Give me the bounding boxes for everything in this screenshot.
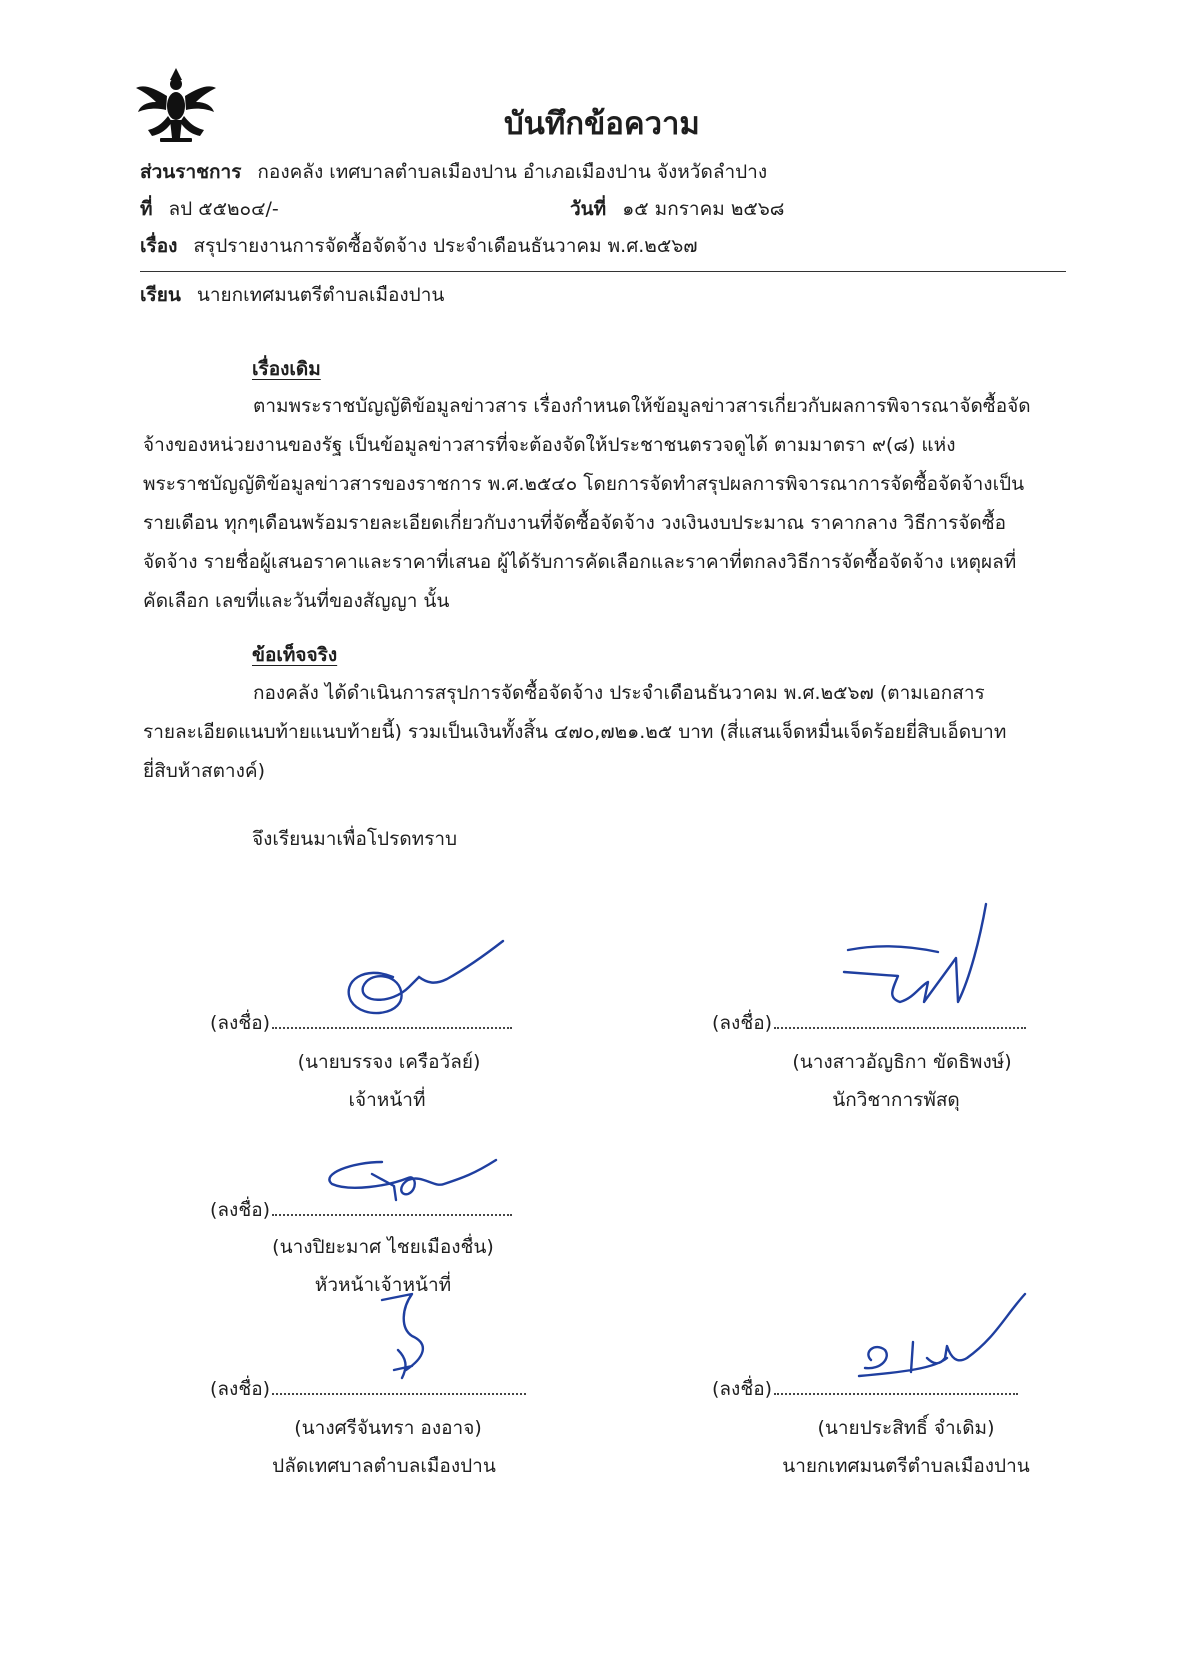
agency-row — [140, 157, 767, 187]
subject-label: เรื่อง — [140, 235, 178, 257]
signature-line — [712, 1008, 1026, 1038]
background-paragraph — [143, 387, 1063, 621]
signer-name: (นางศรีจันทรา องอาจ) — [294, 1417, 482, 1439]
date-value: ๑๕ มกราคม ๒๕๖๘ — [622, 198, 785, 220]
handwritten-signature — [855, 1288, 1030, 1383]
sign-label: (ลงชื่อ) — [210, 1199, 271, 1221]
handwritten-signature — [838, 898, 998, 1023]
agency-label: ส่วนราชการ — [140, 161, 242, 183]
signature-line — [210, 1008, 512, 1038]
header-divider — [140, 271, 1066, 272]
signature-line — [712, 1374, 1018, 1404]
signature-line — [210, 1374, 526, 1404]
paragraph-line: จ้างของหน่วยงานของรัฐ เป็นข้อมูลข่าวสารที่จะต้องจัดให้ประชาชนตรวจดูได้ ตามมาตรา ๙(๘) แห่ง — [143, 434, 956, 456]
signature-line — [210, 1195, 512, 1225]
paragraph-line: ตามพระราชบัญญัติข้อมูลข่าวสาร เรื่องกำหนดให้ข้อมูลข่าวสารเกี่ยวกับผลการพิจารณาจัดซื้อจัด — [253, 395, 1031, 417]
addressee-label: เรียน — [140, 284, 181, 306]
addressee-value: นายกเทศมนตรีตำบลเมืองปาน — [196, 284, 445, 306]
reference-number: ลป ๕๕๒๐๔/- — [168, 198, 279, 220]
sign-label: (ลงชื่อ) — [210, 1012, 271, 1034]
addressee-row — [140, 280, 444, 310]
memo-title: บันทึกข้อความ — [504, 106, 700, 142]
dotted-line — [272, 1213, 512, 1216]
date-label: วันที่ — [570, 198, 607, 220]
closing-line: จึงเรียนมาเพื่อโปรดทราบ — [252, 828, 458, 850]
sign-label: (ลงชื่อ) — [712, 1378, 773, 1400]
paragraph-line: พระราชบัญญัติข้อมูลข่าวสารของราชการ พ.ศ.๒๕๔๐ โดยการจัดทำสรุปผลการพิจารณาการจัดซื้อจัดจ้างเป็น — [143, 473, 1025, 495]
paragraph-line: กองคลัง ได้ดำเนินการสรุปการจัดซื้อจัดจ้าง ประจำเดือนธันวาคม พ.ศ.๒๕๖๗ (ตามเอกสาร — [253, 682, 985, 704]
facts-heading: ข้อเท็จจริง — [252, 644, 338, 666]
signer-position: ปลัดเทศบาลตำบลเมืองปาน — [272, 1455, 496, 1477]
dotted-line — [272, 1026, 512, 1029]
agency-value: กองคลัง เทศบาลตำบลเมืองปาน อำเภอเมืองปาน จังหวัดลำปาง — [257, 161, 768, 183]
signer-name: (นายบรรจง เครือวัลย์) — [297, 1051, 481, 1073]
paragraph-line: จัดจ้าง รายชื่อผู้เสนอราคาและราคาที่เสนอ ผู้ได้รับการคัดเลือกและราคาที่ตกลงวิธีการจัดซื้อจัดจ้าง เหตุผลที่ — [143, 551, 1017, 573]
dotted-line — [774, 1392, 1018, 1395]
signer-name: (นายประสิทธิ์ จำเดิม) — [817, 1417, 995, 1439]
signer-position: หัวหน้าเจ้าหน้าที่ — [314, 1274, 452, 1296]
signer-position: เจ้าหน้าที่ — [348, 1089, 426, 1111]
reference-row — [140, 194, 279, 224]
paragraph-line: ยี่สิบห้าสตางค์) — [143, 760, 265, 782]
signer-position: นักวิชาการพัสดุ — [832, 1089, 960, 1111]
background-heading: เรื่องเดิม — [252, 358, 321, 380]
handwritten-signature — [372, 1288, 442, 1388]
facts-paragraph — [143, 674, 1063, 791]
signer-name: (นางปิยะมาศ ไชยเมืองชื่น) — [272, 1236, 494, 1258]
date-row — [570, 194, 784, 224]
signer-position: นายกเทศมนตรีตำบลเมืองปาน — [782, 1455, 1030, 1477]
sign-label: (ลงชื่อ) — [712, 1012, 773, 1034]
sign-label: (ลงชื่อ) — [210, 1378, 271, 1400]
paragraph-line: รายเดือน ทุกๆเดือนพร้อมรายละเอียดเกี่ยวกับงานที่จัดซื้อจัดจ้าง วงเงินงบประมาณ ราคากลาง วิธีการจัดซื้อ — [143, 512, 1007, 534]
subject-row — [140, 231, 698, 261]
reference-label: ที่ — [140, 198, 153, 220]
paragraph-line: รายละเอียดแนบท้ายแนบท้ายนี้) รวมเป็นเงินทั้งสิ้น ๔๗๐,๗๒๑.๒๕ บาท (สี่แสนเจ็ดหมื่นเจ็ดร้อยยี่สิบเอ็ดบาท — [143, 721, 1007, 743]
paragraph-line: คัดเลือก เลขที่และวันที่ของสัญญา นั้น — [143, 590, 450, 612]
subject-value: สรุปรายงานการจัดซื้อจัดจ้าง ประจำเดือนธันวาคม พ.ศ.๒๕๖๗ — [193, 235, 698, 257]
dotted-line — [774, 1026, 1026, 1029]
garuda-emblem-icon — [134, 66, 218, 146]
signer-name: (นางสาวอัญธิกา ขัดธิพงษ์) — [792, 1051, 1012, 1073]
dotted-line — [272, 1392, 526, 1395]
